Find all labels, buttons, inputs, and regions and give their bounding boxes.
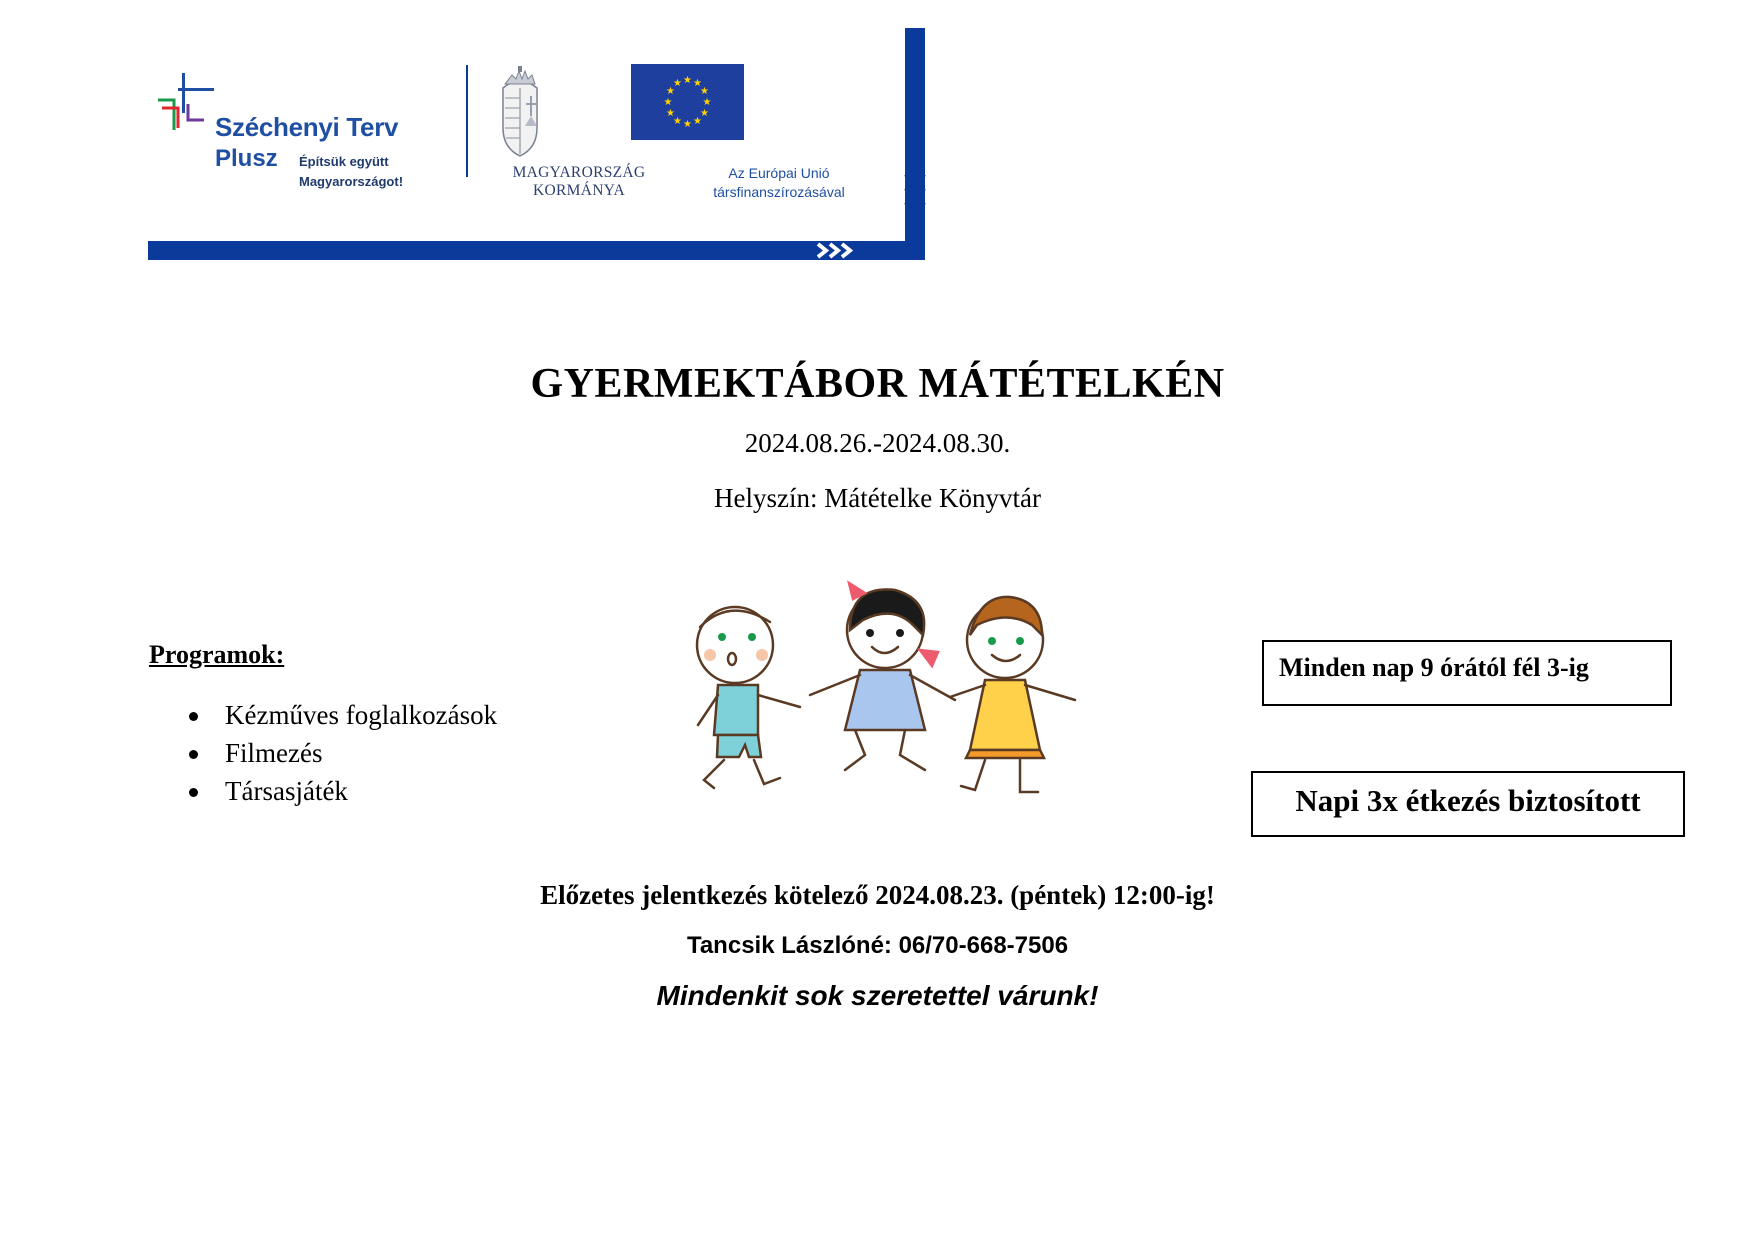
hours-text: Minden nap 9 órától fél 3-ig [1279, 653, 1589, 682]
program-item: Társasjáték [180, 772, 497, 810]
hours-box [1262, 640, 1672, 706]
eu-label-line-2: társfinanszírozásával [713, 184, 845, 200]
meals-box [1251, 771, 1685, 837]
szechenyi-plus: Plusz [215, 145, 278, 172]
svg-text:★: ★ [702, 97, 712, 108]
government-label-line-2: KORMÁNYA [533, 182, 625, 199]
eu-label [684, 164, 874, 202]
svg-text:★: ★ [663, 97, 673, 108]
government-label [494, 164, 664, 200]
svg-text:★: ★ [693, 78, 702, 89]
programs-list [180, 696, 497, 810]
szechenyi-title: Széchenyi Terv [215, 112, 399, 142]
eu-label-line-1: Az Európai Unió [728, 165, 830, 181]
szechenyi-tagline-line-1: Építsük együtt [299, 154, 389, 169]
program-item: Kézműves foglalkozások [180, 696, 497, 734]
svg-text:★: ★ [693, 116, 702, 127]
svg-text:★: ★ [683, 75, 692, 86]
dancing-children-illustration [680, 575, 1088, 815]
meals-text: Napi 3x étkezés biztosított [1295, 783, 1641, 818]
svg-text:★: ★ [666, 86, 675, 97]
coat-of-arms-icon [503, 66, 537, 156]
event-dates: 2024.08.26.-2024.08.30. [744, 428, 1011, 458]
svg-text:★: ★ [700, 86, 709, 97]
government-label-line-1: MAGYARORSZÁG [512, 164, 646, 181]
event-location: Helyszín: Mátételke Könyvtár [714, 483, 1041, 513]
programs-heading: Programok: [149, 640, 285, 669]
szechenyi-tagline [299, 152, 403, 192]
registration-notice: Előzetes jelentkezés kötelező 2024.08.23. (péntek) 12:00-ig! [540, 880, 1215, 910]
svg-text:★: ★ [673, 116, 682, 127]
event-title: GYERMEKTÁBOR MÁTÉTELKÉN [530, 361, 1225, 407]
contact-info: Tancsik Lászlóné: 06/70-668-7506 [686, 932, 1069, 959]
svg-text:★: ★ [700, 108, 709, 119]
svg-text:★: ★ [666, 108, 675, 119]
szechenyi-logo-icon [158, 73, 214, 130]
svg-text:★: ★ [683, 119, 692, 130]
program-item: Filmezés [180, 734, 497, 772]
szechenyi-tagline-line-2: Magyarországot! [299, 174, 404, 189]
eu-flag-icon [631, 64, 744, 140]
svg-text:★: ★ [673, 78, 682, 89]
welcome-message: Mindenkit sok szeretettel várunk! [656, 980, 1099, 1011]
